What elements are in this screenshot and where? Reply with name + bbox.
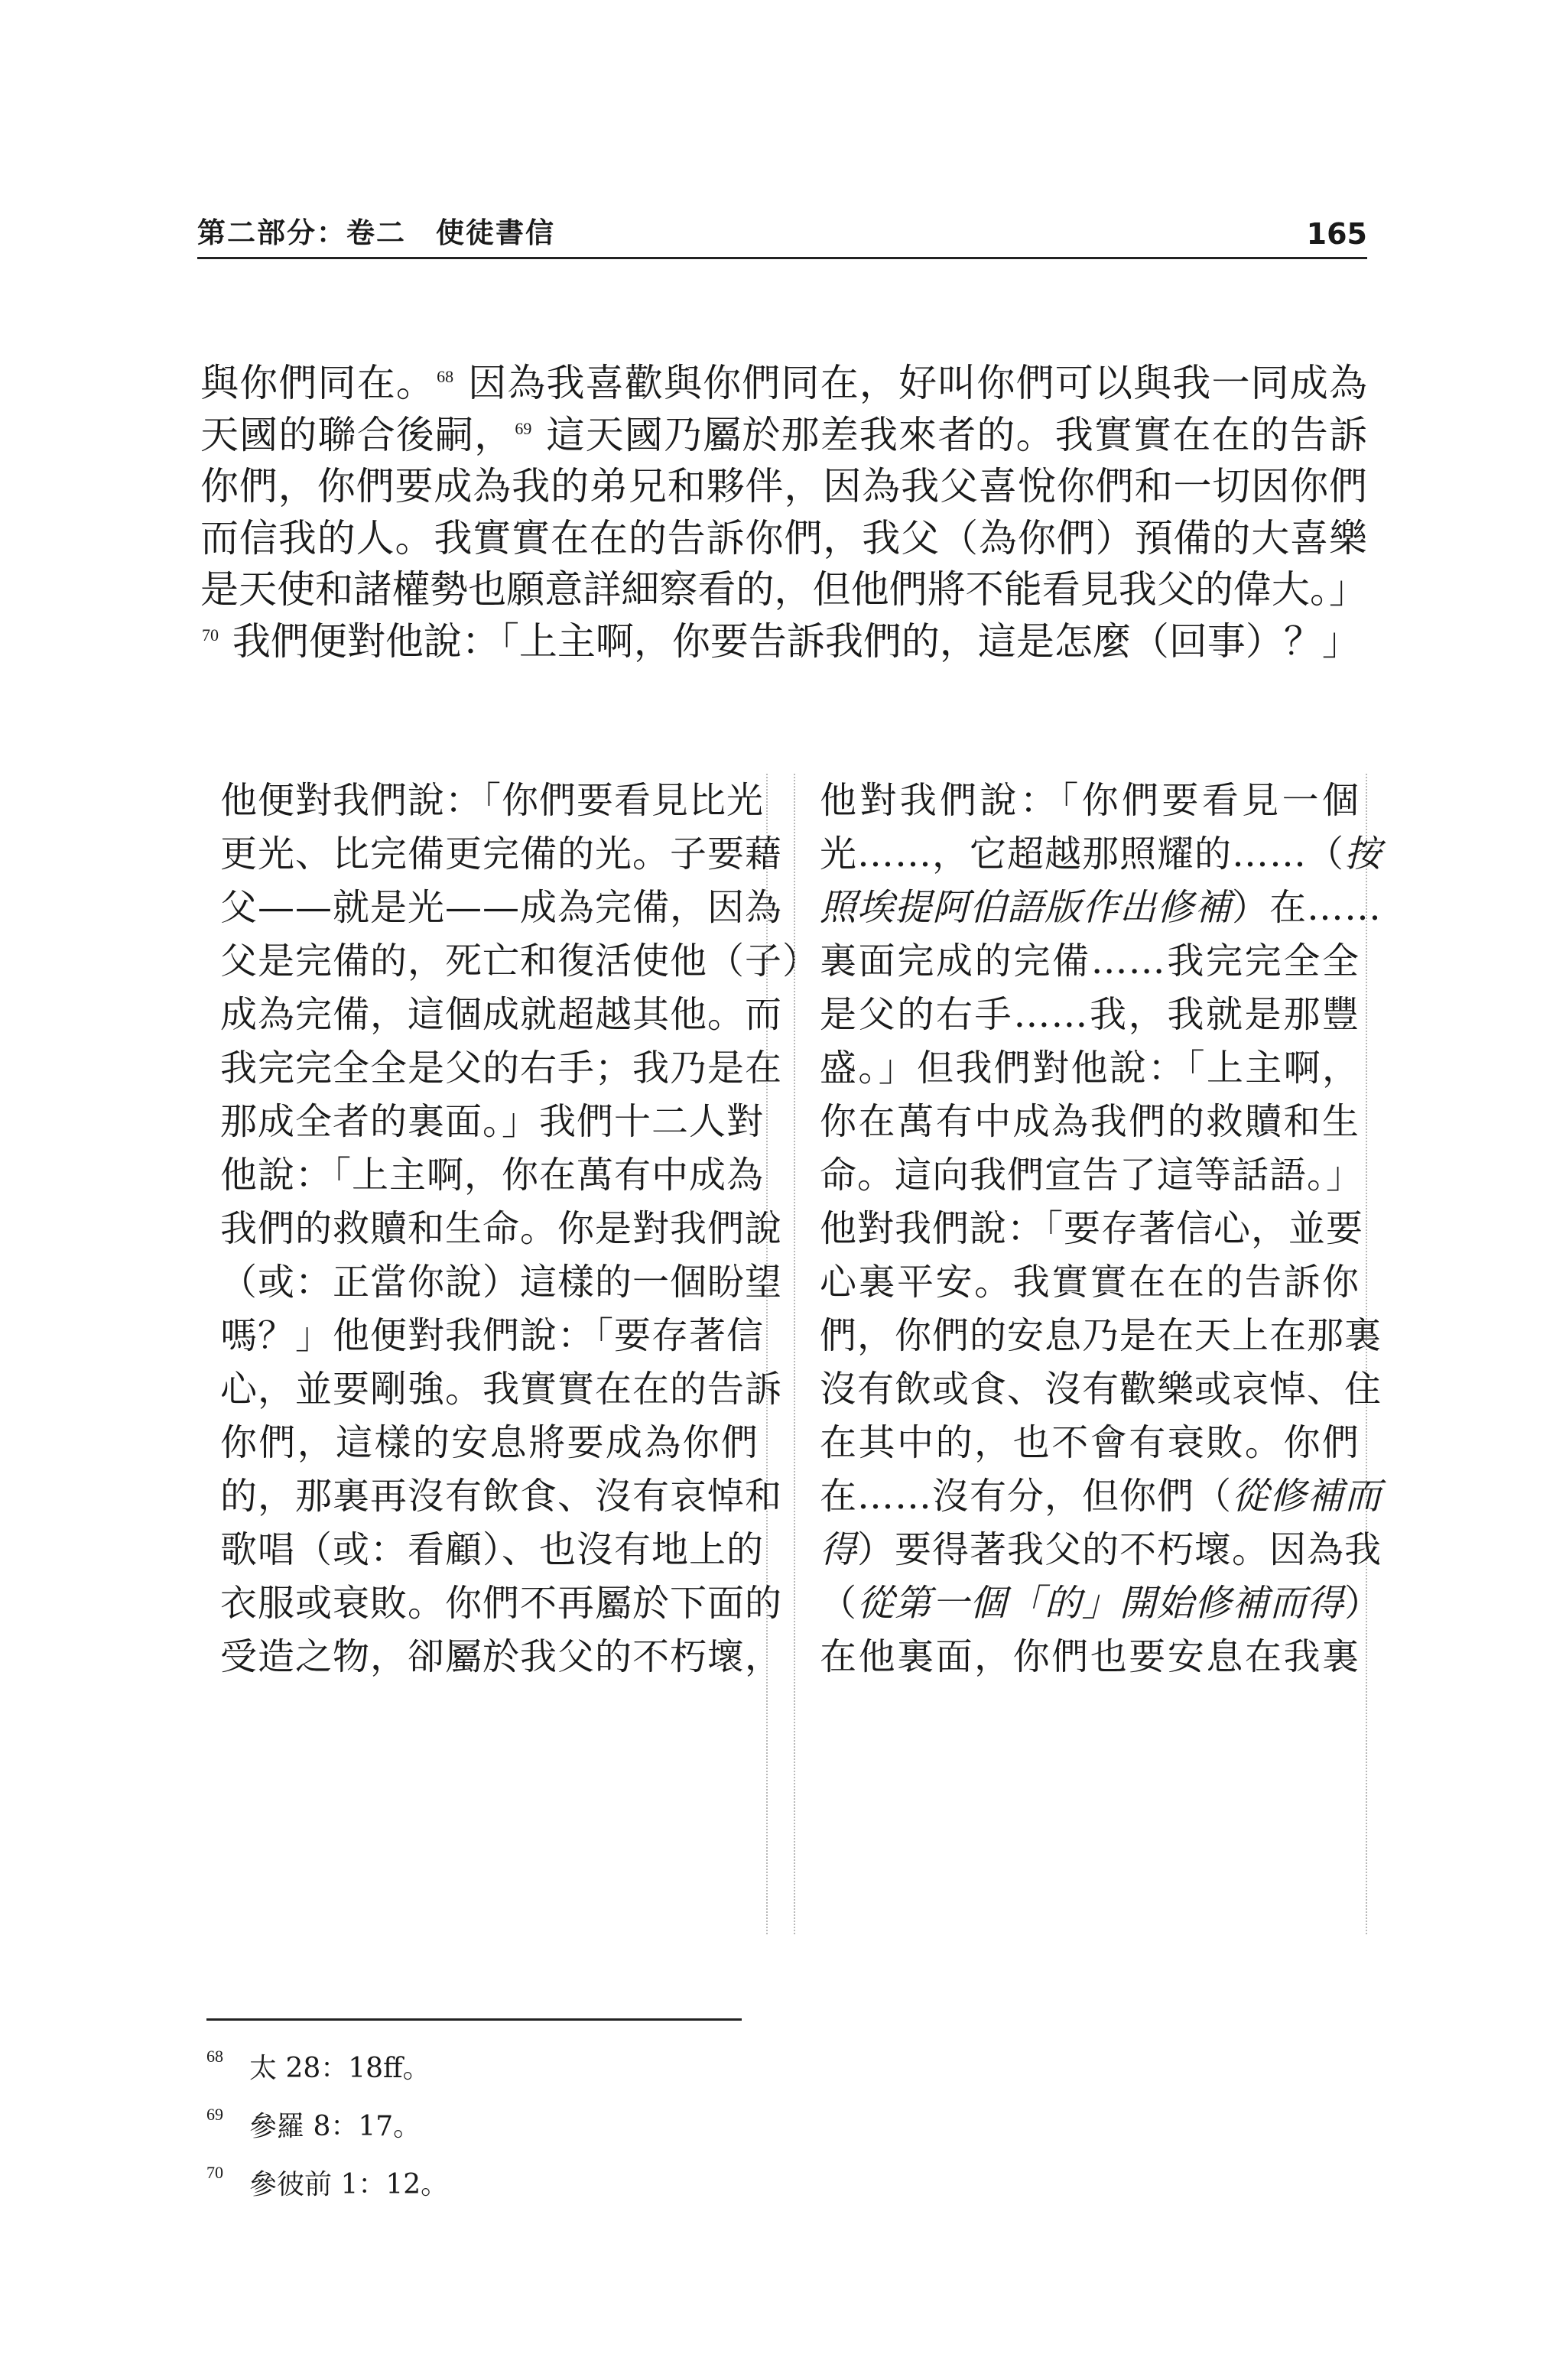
footnote-text: 參羅 8：17。 bbox=[249, 2111, 421, 2142]
footnote-ref-68[interactable]: 68 bbox=[437, 367, 454, 387]
left-line: 父是完備的，死亡和復活使他（子） bbox=[220, 940, 820, 982]
right-line: 他對我們說：「要存著信心，並要 bbox=[820, 1207, 1364, 1250]
right-line bbox=[807, 1469, 1382, 1523]
left-line: （或：正當你說）這樣的一個盼望 bbox=[220, 1261, 783, 1304]
right-text: ）在…… bbox=[1232, 886, 1382, 929]
left-line: 嗎？」他便對我們說：「要存著信 bbox=[220, 1314, 765, 1357]
right-line: 心裏平安。我實實在在的告訴你 bbox=[820, 1261, 1360, 1304]
left-line: 心，並要剛強。我實實在在的告訴 bbox=[220, 1368, 783, 1411]
right-line: 在他裏面，你們也要安息在我裏 bbox=[820, 1635, 1360, 1678]
right-line bbox=[807, 881, 1382, 934]
left-line: 更光、比完備更完備的光。子要藉 bbox=[220, 833, 783, 875]
intro-text-4: 我們便對他說：「上主啊，你要告訴我們的，這是怎麼（回事）？」 bbox=[220, 619, 1360, 664]
right-text: 在……沒有分，但你們（ bbox=[820, 1475, 1233, 1518]
left-line: 成為完備，這個成就超越其他。而 bbox=[220, 993, 783, 1036]
left-line: 你們，這樣的安息將要成為你們 bbox=[220, 1421, 759, 1464]
intro-text-3: 這天國乃屬於那差我來者的。我實實在在的告訴你們，你們要成為我的弟兄和夥伴，因為我父喜悅你們和一切因你們而信我的人。我實實在在的告訴你們，我父（為你們）預備的大喜樂是天使和諸權勢也願意詳細察看的，但他們將不能看見我父的偉大。」 bbox=[200, 412, 1367, 612]
intro-text-1: 與你們同在。 bbox=[200, 361, 436, 405]
footnote-ref-69[interactable]: 69 bbox=[515, 418, 532, 438]
right-column bbox=[794, 774, 1382, 1934]
right-line: 你在萬有中成為我們的救贖和生 bbox=[820, 1100, 1360, 1143]
left-line: 受造之物，卻屬於我父的不朽壞， bbox=[220, 1635, 783, 1678]
intro-text-2: 因為我喜歡與你們同在，好叫你們可以與我一同成為天國的聯合後嗣， bbox=[200, 361, 1367, 457]
footnotes bbox=[206, 2040, 895, 2214]
right-line bbox=[807, 1576, 1382, 1630]
left-line: 父——就是光——成為完備，因為 bbox=[220, 886, 783, 929]
left-line: 衣服或衰敗。你們不再屬於下面的 bbox=[220, 1582, 783, 1625]
right-line: 在其中的，也不會有衰敗。你們 bbox=[820, 1421, 1360, 1464]
right-line: 盛。」但我們對他說：「上主啊， bbox=[820, 1047, 1360, 1089]
left-line: 他便對我們說：「你們要看見比光 bbox=[220, 779, 765, 822]
editorial-note: 從第一個「的」開始修補而得 bbox=[857, 1582, 1345, 1625]
footnote-ref-70[interactable]: 70 bbox=[202, 625, 219, 645]
left-column bbox=[197, 774, 820, 1934]
left-line: 我們的救贖和生命。你是對我們說 bbox=[220, 1207, 783, 1250]
right-text: （ bbox=[820, 1582, 858, 1625]
footnote-number: 69 bbox=[206, 2105, 223, 2124]
footnote-number: 68 bbox=[206, 2047, 223, 2066]
right-line: 是父的右手……我，我就是那豐 bbox=[820, 993, 1360, 1036]
running-header bbox=[197, 208, 1367, 259]
right-text: 光……，它超越那照耀的……（ bbox=[820, 833, 1345, 875]
footnote-number: 70 bbox=[206, 2163, 223, 2182]
footnote-68 bbox=[206, 2040, 895, 2098]
footnote-divider bbox=[206, 2018, 742, 2021]
page-number: 165 bbox=[1306, 217, 1367, 251]
left-line: 我完完全全是父的右手；我乃是在 bbox=[220, 1047, 783, 1089]
left-line: 那成全者的裏面。」我們十二人對 bbox=[220, 1100, 765, 1143]
right-text: ） bbox=[1344, 1582, 1382, 1625]
left-line: 的，那裏再沒有飲食、沒有哀悼和 bbox=[220, 1475, 783, 1518]
left-line: 歌唱（或：看顧）、也沒有地上的 bbox=[220, 1528, 765, 1571]
left-line: 他說：「上主啊，你在萬有中成為 bbox=[220, 1154, 765, 1196]
footnote-text: 參彼前 1：12。 bbox=[249, 2169, 449, 2200]
right-line: 沒有飲或食、沒有歡樂或哀悼、住 bbox=[820, 1368, 1382, 1411]
right-line: 他對我們說：「你們要看見一個 bbox=[820, 779, 1360, 822]
right-line: 命。這向我們宣告了這等話語。」 bbox=[820, 1154, 1364, 1196]
editorial-note: 按 bbox=[1344, 833, 1382, 875]
section-title: 第二部分：卷二 使徒書信 bbox=[197, 216, 555, 249]
editorial-note: 從修補而 bbox=[1232, 1475, 1382, 1518]
right-line: 們，你們的安息乃是在天上在那裏 bbox=[820, 1314, 1382, 1357]
footnote-text: 太 28：18ff。 bbox=[249, 2053, 430, 2084]
right-line: 裏面完成的完備……我完完全全 bbox=[820, 940, 1360, 982]
right-line bbox=[807, 827, 1382, 881]
footnote-70 bbox=[206, 2156, 895, 2214]
right-line bbox=[807, 1523, 1382, 1576]
intro-paragraph bbox=[200, 358, 1367, 668]
editorial-note: 照埃提阿伯語版作出修補 bbox=[820, 886, 1233, 929]
footnote-69 bbox=[206, 2098, 895, 2156]
editorial-note: 得 bbox=[820, 1528, 858, 1571]
right-text: ）要得著我父的不朽壞。因為我 bbox=[857, 1528, 1382, 1571]
